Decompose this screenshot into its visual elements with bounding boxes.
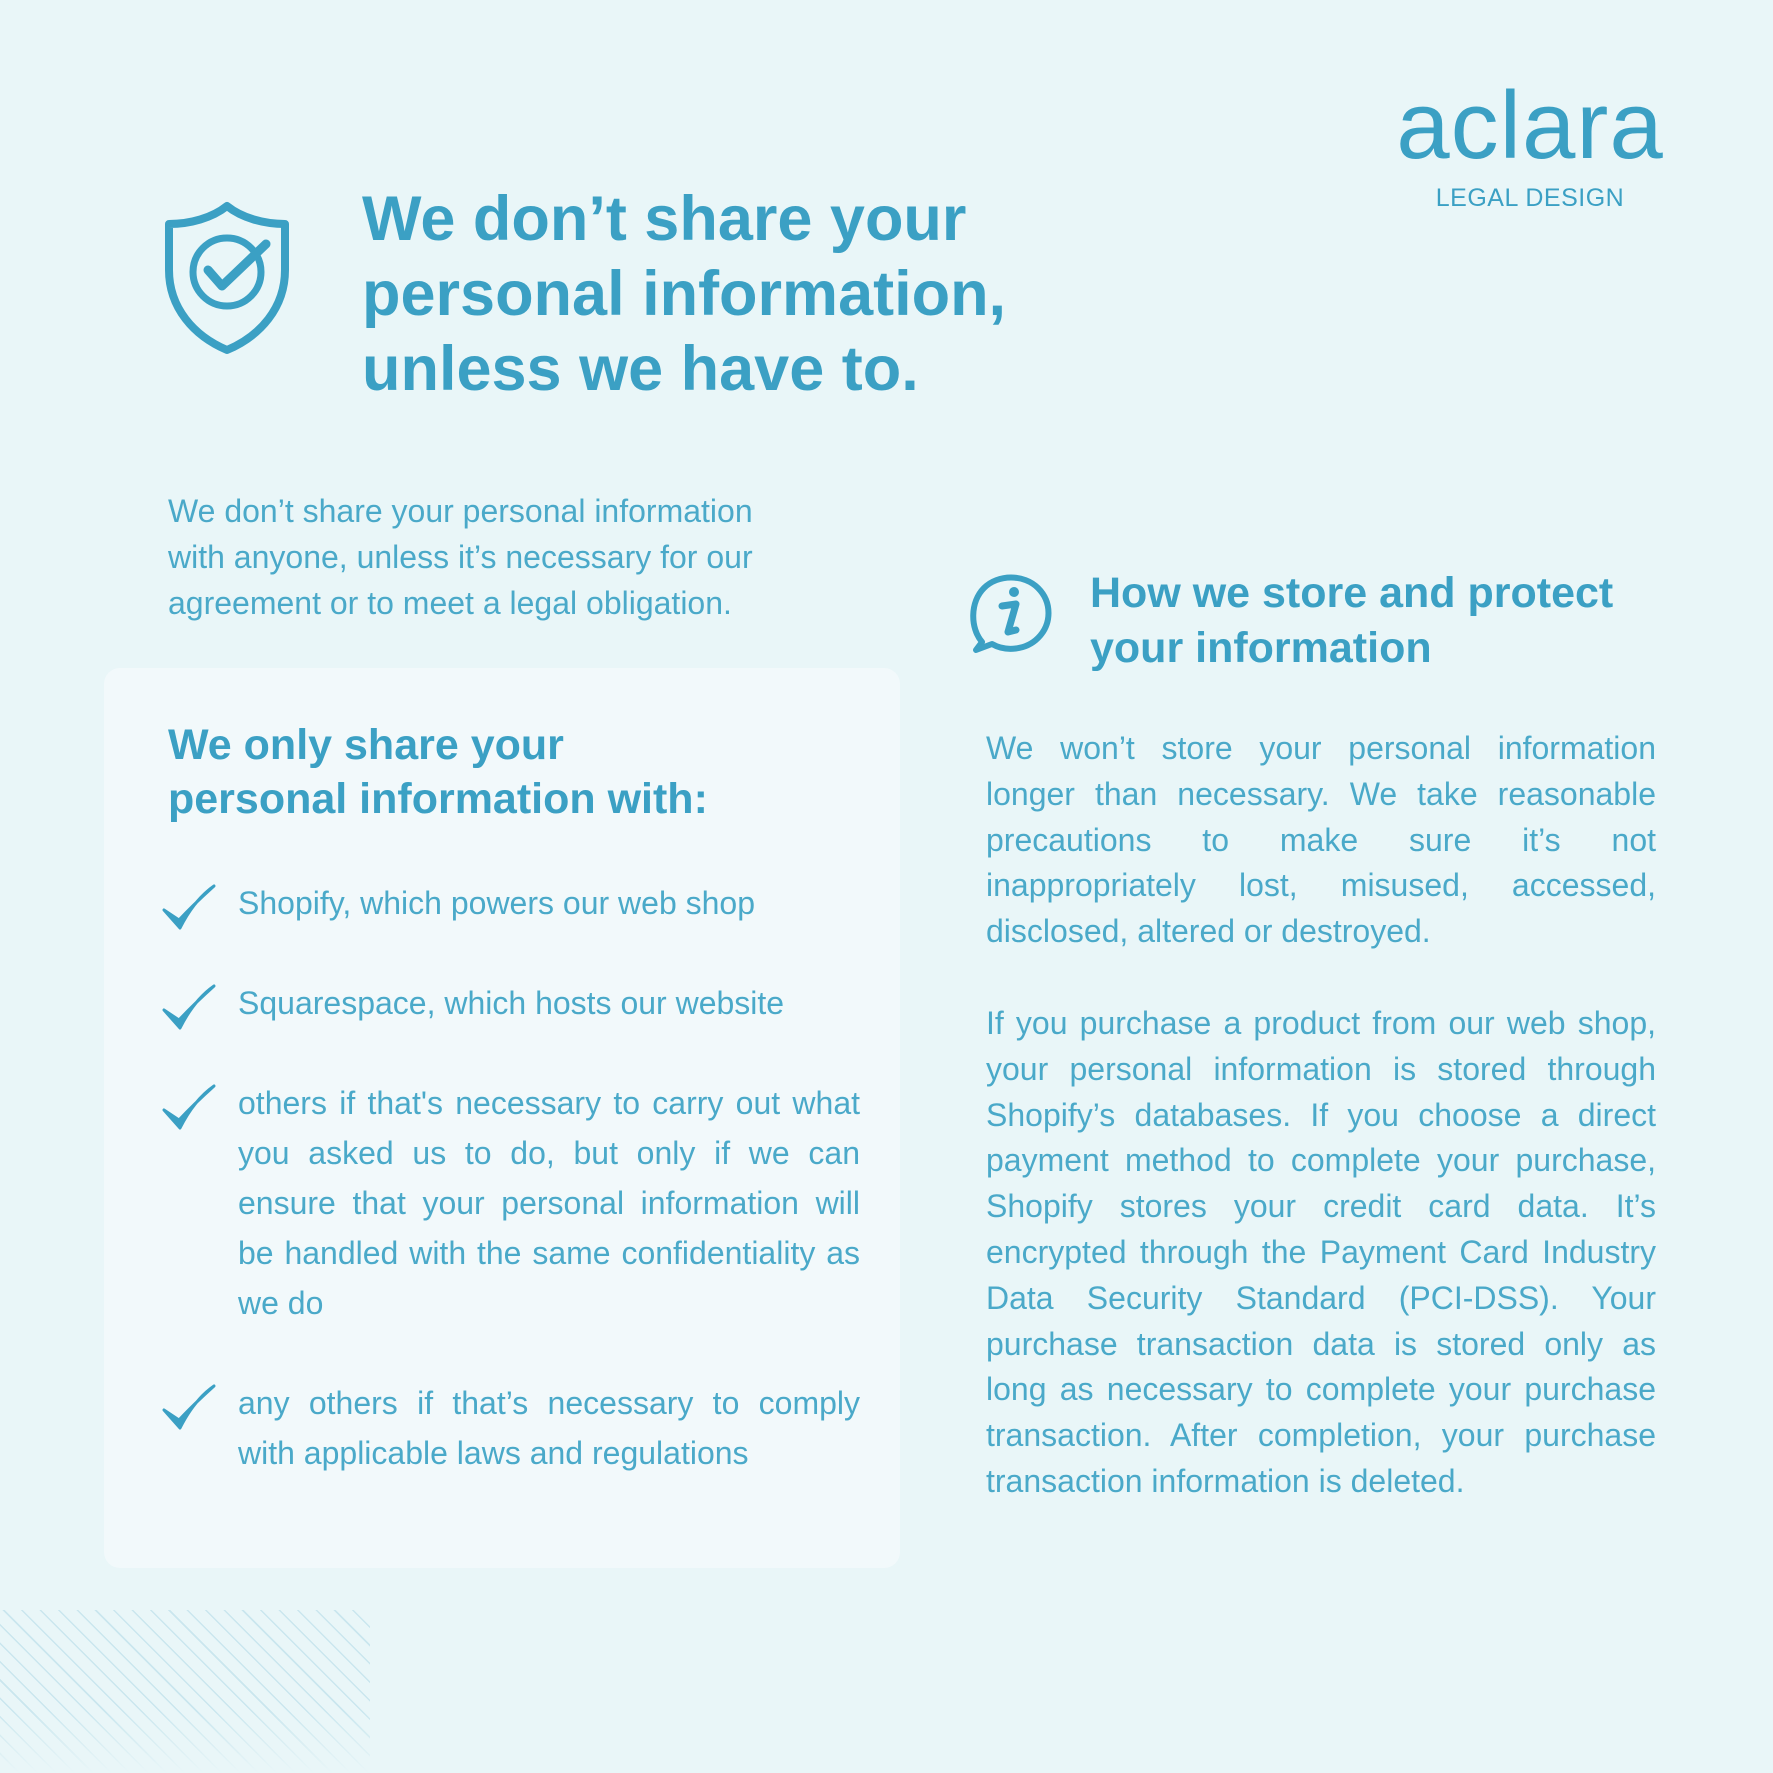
share-card-title-line: We only share your	[168, 721, 564, 769]
storage-paragraph: If you purchase a product from our web shop, your personal information is stored through Shopify’s databases. If you choose a direct payment method to complete your purchase, Shopify stores your credit card data. It’s encrypted through the Payment Card Industry Data Security Standard (PCI-DSS). Your purchase transaction data is stored only as long as necessary to complete your purchase transaction. After completion, your purchase transaction information is deleted.	[986, 1005, 1656, 1499]
logo-subtitle: LEGAL DESIGN	[1435, 184, 1625, 212]
logo-wordmark: aclara	[1396, 72, 1664, 179]
shield-check-icon	[162, 200, 292, 356]
share-card-title-line: personal information with:	[168, 775, 708, 823]
storage-title-line: How we store and protect	[1090, 569, 1614, 617]
checkmark-icon	[160, 1384, 216, 1434]
list-item-text: any others if that’s necessary to comply with applicable laws and regulations	[238, 1385, 860, 1471]
list-item-text: Squarespace, which hosts our website	[238, 985, 785, 1021]
checkmark-icon	[160, 884, 216, 934]
share-card-title	[168, 718, 818, 826]
hatch-decoration	[0, 1610, 370, 1773]
share-card	[104, 668, 900, 1568]
list-item	[160, 1378, 860, 1478]
storage-title	[1090, 566, 1690, 676]
intro-text	[168, 488, 828, 626]
checkmark-icon	[160, 984, 216, 1034]
list-item	[160, 978, 860, 1028]
share-list	[160, 878, 860, 1478]
page-title-line: personal information,	[362, 259, 1007, 329]
page-title-line: We don’t share your	[362, 184, 967, 254]
intro-line: with anyone, unless it’s necessary for our	[168, 539, 753, 575]
info-bubble-icon	[968, 570, 1052, 654]
list-item-text: others if that's necessary to carry out what you asked us to do, but only if we can ensure that your personal information will be handled with the same confidentiality as we do	[238, 1085, 860, 1321]
intro-line: We don’t share your personal information	[168, 493, 753, 529]
list-item-text: Shopify, which powers our web shop	[238, 885, 756, 921]
list-item	[160, 1078, 860, 1328]
page-title	[362, 182, 1042, 407]
intro-line: agreement or to meet a legal obligation.	[168, 585, 732, 621]
list-item	[160, 878, 860, 928]
logo	[1380, 72, 1680, 213]
storage-title-line: your information	[1090, 624, 1432, 672]
page-title-line: unless we have to.	[362, 334, 919, 404]
checkmark-icon	[160, 1084, 216, 1134]
storage-paragraph: We won’t store your personal information longer than necessary. We take reasonable precautions to make sure it’s not inappropriately lost, misused, accessed, disclosed, altered or destroyed.	[986, 730, 1656, 950]
